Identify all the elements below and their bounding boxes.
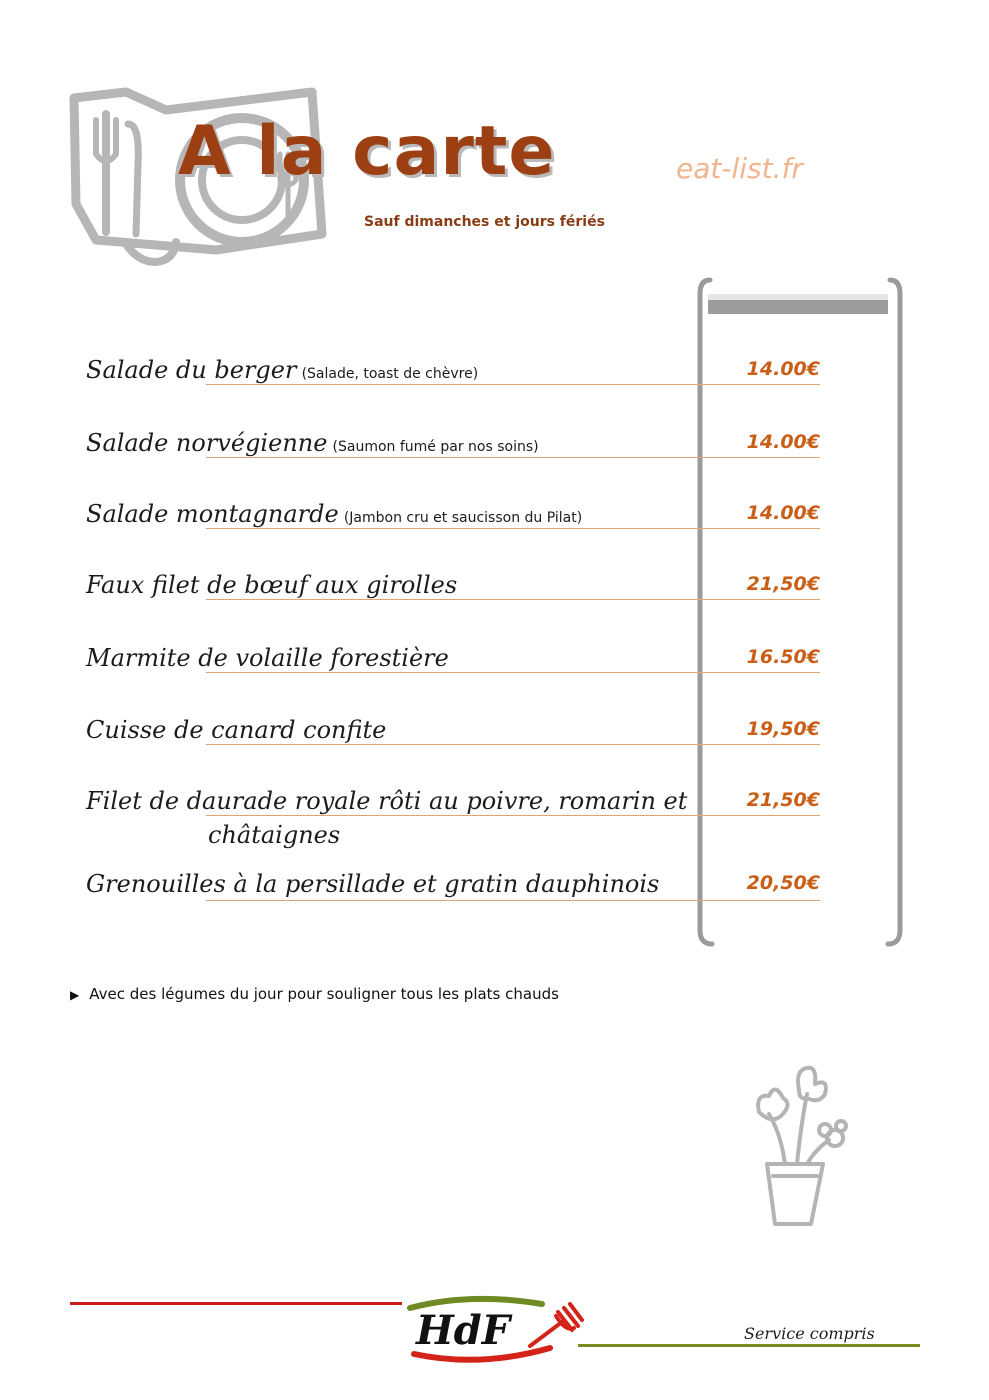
dish-description: (Jambon cru et saucisson du Pilat): [343, 510, 583, 526]
menu-item: [86, 571, 820, 599]
row-rule: [206, 599, 820, 600]
dish-name: Filet de daurade royale rôti au poivre, romarin et: [86, 787, 688, 815]
note-text: Avec des légumes du jour pour souligner tous les plats chauds: [89, 985, 559, 1003]
menu-item: [86, 356, 820, 384]
row-rule: [206, 815, 820, 816]
dish-name: Salade du berger: [86, 356, 297, 384]
menu-item: [86, 787, 820, 853]
flower-vase-icon: [745, 1064, 855, 1232]
dish-description: (Salade, toast de chèvre): [301, 366, 479, 382]
footer-red-line: [70, 1302, 402, 1305]
dish-price: 20,50€: [746, 872, 820, 894]
page-title: A la carte: [178, 112, 556, 191]
dish-price: 14.00€: [746, 358, 820, 380]
dish-name: Marmite de volaille forestière: [86, 644, 449, 672]
dish-name: Cuisse de canard confite: [86, 716, 387, 744]
dish-price: 19,50€: [746, 718, 820, 740]
hdf-logo: [400, 1290, 586, 1366]
service-note: Service compris: [744, 1324, 875, 1343]
hdf-logo-text: HdF: [416, 1307, 511, 1354]
dish-description: (Saumon fumé par nos soins): [332, 439, 539, 455]
dish-price: 21,50€: [746, 789, 820, 811]
dish-price: 21,50€: [746, 573, 820, 595]
dish-name: Salade norvégienne: [86, 429, 328, 457]
dish-name: Grenouilles à la persillade et gratin dauphinois: [86, 870, 660, 898]
fork-logo-icon: [530, 1304, 582, 1346]
row-rule: [206, 384, 820, 385]
triangle-bullet-icon: ▶: [70, 988, 80, 1002]
page-subtitle: Sauf dimanches et jours fériés: [364, 214, 605, 230]
menu-item: [86, 870, 820, 898]
vegetables-note: [70, 985, 559, 1003]
dish-price: 14.00€: [746, 502, 820, 524]
row-rule: [206, 528, 820, 529]
row-rule: [206, 457, 820, 458]
dish-name: Salade montagnarde: [86, 500, 339, 528]
row-rule: [206, 900, 820, 901]
row-rule: [206, 672, 820, 673]
row-rule: [206, 744, 820, 745]
menu-item: [86, 716, 820, 744]
watermark-text: eat-list.fr: [676, 152, 803, 185]
dish-name: Faux filet de bœuf aux girolles: [86, 571, 458, 599]
dish-price: 16.50€: [746, 646, 820, 668]
menu-item: [86, 644, 820, 672]
dish-name-continuation: châtaignes: [208, 821, 341, 849]
footer-green-line: [578, 1344, 920, 1347]
dish-price: 14.00€: [746, 431, 820, 453]
menu-item: [86, 500, 820, 528]
menu-item: [86, 429, 820, 457]
